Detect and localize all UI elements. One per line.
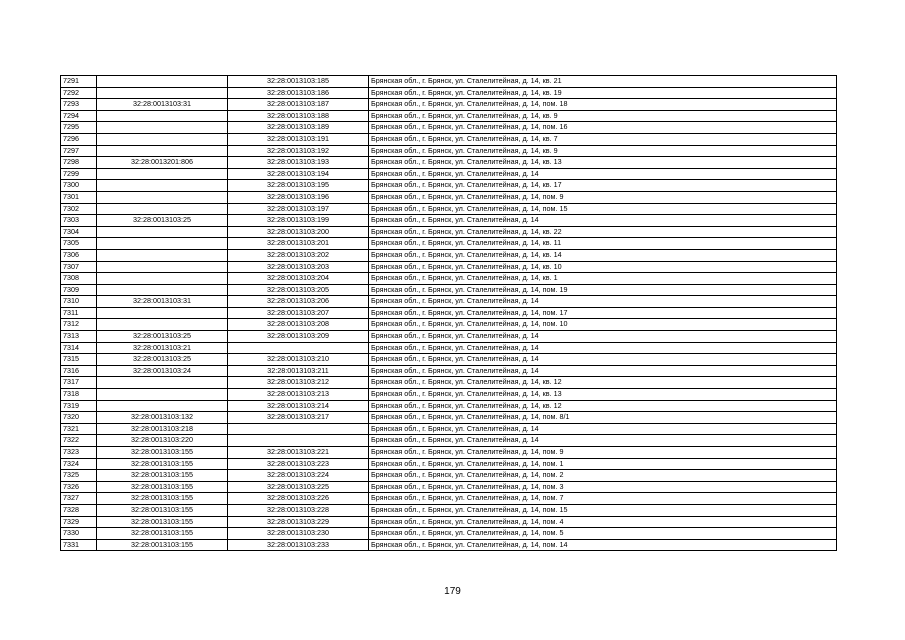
row-number-cell: 7300 [61, 180, 97, 192]
table-row [61, 412, 837, 424]
previous-cadastral-number-cell: 32:28:0013103:220 [97, 435, 228, 447]
previous-cadastral-number-cell [97, 273, 228, 285]
cadastral-number-cell [228, 435, 369, 447]
row-number-cell: 7293 [61, 99, 97, 111]
cadastral-number-cell [228, 423, 369, 435]
row-number-cell: 7311 [61, 307, 97, 319]
address-cell: Брянская обл., г. Брянск, ул. Сталелитейная, д. 14 [369, 342, 837, 354]
cadastral-number-cell: 32:28:0013103:224 [228, 470, 369, 482]
cadastral-number-cell: 32:28:0013103:186 [228, 87, 369, 99]
row-number-cell: 7323 [61, 447, 97, 459]
address-cell: Брянская обл., г. Брянск, ул. Сталелитейная, д. 14, кв. 19 [369, 87, 837, 99]
table-row [61, 504, 837, 516]
cadastral-number-cell: 32:28:0013103:200 [228, 226, 369, 238]
table-row [61, 99, 837, 111]
row-number-cell: 7297 [61, 145, 97, 157]
previous-cadastral-number-cell [97, 133, 228, 145]
table-row [61, 516, 837, 528]
registry-table-body [61, 76, 837, 551]
address-cell: Брянская обл., г. Брянск, ул. Сталелитейная, д. 14 [369, 215, 837, 227]
address-cell: Брянская обл., г. Брянск, ул. Сталелитейная, д. 14, пом. 4 [369, 516, 837, 528]
table-row [61, 157, 837, 169]
table-row [61, 319, 837, 331]
cadastral-number-cell [228, 342, 369, 354]
cadastral-number-cell: 32:28:0013103:203 [228, 261, 369, 273]
row-number-cell: 7305 [61, 238, 97, 250]
previous-cadastral-number-cell: 32:28:0013103:25 [97, 354, 228, 366]
cadastral-number-cell: 32:28:0013103:188 [228, 110, 369, 122]
row-number-cell: 7322 [61, 435, 97, 447]
table-row [61, 110, 837, 122]
previous-cadastral-number-cell [97, 76, 228, 88]
address-cell: Брянская обл., г. Брянск, ул. Сталелитейная, д. 14 [369, 354, 837, 366]
row-number-cell: 7291 [61, 76, 97, 88]
row-number-cell: 7318 [61, 389, 97, 401]
table-row [61, 87, 837, 99]
previous-cadastral-number-cell: 32:28:0013103:155 [97, 539, 228, 551]
address-cell: Брянская обл., г. Брянск, ул. Сталелитейная, д. 14, кв. 11 [369, 238, 837, 250]
cadastral-number-cell: 32:28:0013103:209 [228, 331, 369, 343]
row-number-cell: 7315 [61, 354, 97, 366]
address-cell: Брянская обл., г. Брянск, ул. Сталелитейная, д. 14, кв. 9 [369, 145, 837, 157]
row-number-cell: 7298 [61, 157, 97, 169]
previous-cadastral-number-cell: 32:28:0013103:21 [97, 342, 228, 354]
table-row [61, 365, 837, 377]
row-number-cell: 7329 [61, 516, 97, 528]
previous-cadastral-number-cell: 32:28:0013103:155 [97, 481, 228, 493]
address-cell: Брянская обл., г. Брянск, ул. Сталелитейная, д. 14, кв. 22 [369, 226, 837, 238]
table-row [61, 470, 837, 482]
row-number-cell: 7301 [61, 191, 97, 203]
table-row [61, 481, 837, 493]
address-cell: Брянская обл., г. Брянск, ул. Сталелитейная, д. 14 [369, 423, 837, 435]
table-row [61, 133, 837, 145]
row-number-cell: 7308 [61, 273, 97, 285]
row-number-cell: 7319 [61, 400, 97, 412]
row-number-cell: 7312 [61, 319, 97, 331]
cadastral-number-cell: 32:28:0013103:211 [228, 365, 369, 377]
cadastral-number-cell: 32:28:0013103:201 [228, 238, 369, 250]
table-row [61, 261, 837, 273]
row-number-cell: 7307 [61, 261, 97, 273]
table-row [61, 238, 837, 250]
table-row [61, 458, 837, 470]
previous-cadastral-number-cell [97, 203, 228, 215]
previous-cadastral-number-cell: 32:28:0013103:155 [97, 447, 228, 459]
address-cell: Брянская обл., г. Брянск, ул. Сталелитейная, д. 14, пом. 10 [369, 319, 837, 331]
row-number-cell: 7313 [61, 331, 97, 343]
address-cell: Брянская обл., г. Брянск, ул. Сталелитейная, д. 14 [369, 331, 837, 343]
address-cell: Брянская обл., г. Брянск, ул. Сталелитейная, д. 14, пом. 2 [369, 470, 837, 482]
row-number-cell: 7292 [61, 87, 97, 99]
cadastral-number-cell: 32:28:0013103:206 [228, 296, 369, 308]
address-cell: Брянская обл., г. Брянск, ул. Сталелитейная, д. 14, пом. 15 [369, 504, 837, 516]
table-row [61, 180, 837, 192]
previous-cadastral-number-cell [97, 145, 228, 157]
address-cell: Брянская обл., г. Брянск, ул. Сталелитейная, д. 14, кв. 13 [369, 389, 837, 401]
table-row [61, 389, 837, 401]
previous-cadastral-number-cell [97, 122, 228, 134]
row-number-cell: 7317 [61, 377, 97, 389]
cadastral-number-cell: 32:28:0013103:202 [228, 249, 369, 261]
row-number-cell: 7325 [61, 470, 97, 482]
previous-cadastral-number-cell: 32:28:0013201:806 [97, 157, 228, 169]
row-number-cell: 7306 [61, 249, 97, 261]
address-cell: Брянская обл., г. Брянск, ул. Сталелитейная, д. 14, пом. 7 [369, 493, 837, 505]
row-number-cell: 7314 [61, 342, 97, 354]
row-number-cell: 7296 [61, 133, 97, 145]
previous-cadastral-number-cell: 32:28:0013103:24 [97, 365, 228, 377]
row-number-cell: 7310 [61, 296, 97, 308]
table-row [61, 539, 837, 551]
previous-cadastral-number-cell [97, 180, 228, 192]
cadastral-number-cell: 32:28:0013103:205 [228, 284, 369, 296]
cadastral-number-cell: 32:28:0013103:213 [228, 389, 369, 401]
address-cell: Брянская обл., г. Брянск, ул. Сталелитейная, д. 14, кв. 21 [369, 76, 837, 88]
table-row [61, 145, 837, 157]
cadastral-number-cell: 32:28:0013103:194 [228, 168, 369, 180]
cadastral-number-cell: 32:28:0013103:229 [228, 516, 369, 528]
cadastral-number-cell: 32:28:0013103:221 [228, 447, 369, 459]
row-number-cell: 7321 [61, 423, 97, 435]
row-number-cell: 7324 [61, 458, 97, 470]
address-cell: Брянская обл., г. Брянск, ул. Сталелитейная, д. 14 [369, 168, 837, 180]
previous-cadastral-number-cell [97, 377, 228, 389]
row-number-cell: 7302 [61, 203, 97, 215]
address-cell: Брянская обл., г. Брянск, ул. Сталелитейная, д. 14, кв. 13 [369, 157, 837, 169]
row-number-cell: 7326 [61, 481, 97, 493]
address-cell: Брянская обл., г. Брянск, ул. Сталелитейная, д. 14, кв. 17 [369, 180, 837, 192]
previous-cadastral-number-cell [97, 238, 228, 250]
address-cell: Брянская обл., г. Брянск, ул. Сталелитейная, д. 14, пом. 1 [369, 458, 837, 470]
row-number-cell: 7299 [61, 168, 97, 180]
previous-cadastral-number-cell: 32:28:0013103:155 [97, 528, 228, 540]
table-row [61, 342, 837, 354]
cadastral-number-cell: 32:28:0013103:196 [228, 191, 369, 203]
previous-cadastral-number-cell: 32:28:0013103:132 [97, 412, 228, 424]
previous-cadastral-number-cell: 32:28:0013103:155 [97, 470, 228, 482]
cadastral-number-cell: 32:28:0013103:192 [228, 145, 369, 157]
row-number-cell: 7328 [61, 504, 97, 516]
table-row [61, 307, 837, 319]
address-cell: Брянская обл., г. Брянск, ул. Сталелитейная, д. 14, пом. 5 [369, 528, 837, 540]
cadastral-number-cell: 32:28:0013103:223 [228, 458, 369, 470]
cadastral-number-cell: 32:28:0013103:204 [228, 273, 369, 285]
cadastral-number-cell: 32:28:0013103:185 [228, 76, 369, 88]
previous-cadastral-number-cell [97, 307, 228, 319]
address-cell: Брянская обл., г. Брянск, ул. Сталелитейная, д. 14, пом. 16 [369, 122, 837, 134]
table-row [61, 528, 837, 540]
table-row [61, 493, 837, 505]
previous-cadastral-number-cell [97, 87, 228, 99]
address-cell: Брянская обл., г. Брянск, ул. Сталелитейная, д. 14 [369, 365, 837, 377]
table-row [61, 273, 837, 285]
table-row [61, 249, 837, 261]
previous-cadastral-number-cell [97, 400, 228, 412]
table-row [61, 76, 837, 88]
table-row [61, 435, 837, 447]
cadastral-number-cell: 32:28:0013103:187 [228, 99, 369, 111]
previous-cadastral-number-cell: 32:28:0013103:155 [97, 493, 228, 505]
previous-cadastral-number-cell [97, 389, 228, 401]
cadastral-number-cell: 32:28:0013103:195 [228, 180, 369, 192]
table-row [61, 423, 837, 435]
table-row [61, 122, 837, 134]
previous-cadastral-number-cell: 32:28:0013103:155 [97, 504, 228, 516]
previous-cadastral-number-cell: 32:28:0013103:31 [97, 99, 228, 111]
address-cell: Брянская обл., г. Брянск, ул. Сталелитейная, д. 14, кв. 7 [369, 133, 837, 145]
address-cell: Брянская обл., г. Брянск, ул. Сталелитейная, д. 14, кв. 12 [369, 377, 837, 389]
row-number-cell: 7294 [61, 110, 97, 122]
row-number-cell: 7330 [61, 528, 97, 540]
address-cell: Брянская обл., г. Брянск, ул. Сталелитейная, д. 14 [369, 435, 837, 447]
cadastral-number-cell: 32:28:0013103:197 [228, 203, 369, 215]
row-number-cell: 7320 [61, 412, 97, 424]
table-row [61, 331, 837, 343]
cadastral-number-cell: 32:28:0013103:233 [228, 539, 369, 551]
address-cell: Брянская обл., г. Брянск, ул. Сталелитейная, д. 14, пом. 19 [369, 284, 837, 296]
cadastral-number-cell: 32:28:0013103:207 [228, 307, 369, 319]
row-number-cell: 7331 [61, 539, 97, 551]
previous-cadastral-number-cell [97, 261, 228, 273]
address-cell: Брянская обл., г. Брянск, ул. Сталелитейная, д. 14, пом. 9 [369, 191, 837, 203]
address-cell: Брянская обл., г. Брянск, ул. Сталелитейная, д. 14, пом. 18 [369, 99, 837, 111]
address-cell: Брянская обл., г. Брянск, ул. Сталелитейная, д. 14, пом. 15 [369, 203, 837, 215]
address-cell: Брянская обл., г. Брянск, ул. Сталелитейная, д. 14, кв. 10 [369, 261, 837, 273]
cadastral-number-cell: 32:28:0013103:230 [228, 528, 369, 540]
previous-cadastral-number-cell: 32:28:0013103:155 [97, 516, 228, 528]
address-cell: Брянская обл., г. Брянск, ул. Сталелитейная, д. 14, кв. 1 [369, 273, 837, 285]
address-cell: Брянская обл., г. Брянск, ул. Сталелитейная, д. 14, пом. 3 [369, 481, 837, 493]
previous-cadastral-number-cell [97, 168, 228, 180]
row-number-cell: 7316 [61, 365, 97, 377]
page-number: 179 [444, 586, 461, 597]
cadastral-number-cell: 32:28:0013103:210 [228, 354, 369, 366]
previous-cadastral-number-cell [97, 110, 228, 122]
cadastral-number-cell: 32:28:0013103:226 [228, 493, 369, 505]
table-row [61, 400, 837, 412]
address-cell: Брянская обл., г. Брянск, ул. Сталелитейная, д. 14, кв. 12 [369, 400, 837, 412]
cadastral-number-cell: 32:28:0013103:225 [228, 481, 369, 493]
cadastral-number-cell: 32:28:0013103:217 [228, 412, 369, 424]
cadastral-number-cell: 32:28:0013103:189 [228, 122, 369, 134]
row-number-cell: 7304 [61, 226, 97, 238]
row-number-cell: 7303 [61, 215, 97, 227]
previous-cadastral-number-cell: 32:28:0013103:218 [97, 423, 228, 435]
cadastral-number-cell: 32:28:0013103:199 [228, 215, 369, 227]
previous-cadastral-number-cell [97, 284, 228, 296]
previous-cadastral-number-cell: 32:28:0013103:155 [97, 458, 228, 470]
table-row [61, 168, 837, 180]
previous-cadastral-number-cell [97, 226, 228, 238]
address-cell: Брянская обл., г. Брянск, ул. Сталелитейная, д. 14, пом. 14 [369, 539, 837, 551]
table-row [61, 354, 837, 366]
cadastral-number-cell: 32:28:0013103:214 [228, 400, 369, 412]
cadastral-number-cell: 32:28:0013103:191 [228, 133, 369, 145]
row-number-cell: 7295 [61, 122, 97, 134]
table-row [61, 284, 837, 296]
previous-cadastral-number-cell: 32:28:0013103:31 [97, 296, 228, 308]
cadastral-number-cell: 32:28:0013103:228 [228, 504, 369, 516]
table-row [61, 296, 837, 308]
address-cell: Брянская обл., г. Брянск, ул. Сталелитейная, д. 14, пом. 17 [369, 307, 837, 319]
cadastral-number-cell: 32:28:0013103:212 [228, 377, 369, 389]
address-cell: Брянская обл., г. Брянск, ул. Сталелитейная, д. 14, пом. 9 [369, 447, 837, 459]
previous-cadastral-number-cell: 32:28:0013103:25 [97, 331, 228, 343]
address-cell: Брянская обл., г. Брянск, ул. Сталелитейная, д. 14, кв. 9 [369, 110, 837, 122]
table-row [61, 203, 837, 215]
registry-table [60, 75, 837, 551]
previous-cadastral-number-cell: 32:28:0013103:25 [97, 215, 228, 227]
table-row [61, 447, 837, 459]
address-cell: Брянская обл., г. Брянск, ул. Сталелитейная, д. 14 [369, 296, 837, 308]
row-number-cell: 7309 [61, 284, 97, 296]
table-row [61, 191, 837, 203]
table-row [61, 226, 837, 238]
previous-cadastral-number-cell [97, 249, 228, 261]
cadastral-number-cell: 32:28:0013103:208 [228, 319, 369, 331]
cadastral-number-cell: 32:28:0013103:193 [228, 157, 369, 169]
row-number-cell: 7327 [61, 493, 97, 505]
address-cell: Брянская обл., г. Брянск, ул. Сталелитейная, д. 14, пом. 8/1 [369, 412, 837, 424]
previous-cadastral-number-cell [97, 319, 228, 331]
address-cell: Брянская обл., г. Брянск, ул. Сталелитейная, д. 14, кв. 14 [369, 249, 837, 261]
table-row [61, 215, 837, 227]
table-row [61, 377, 837, 389]
previous-cadastral-number-cell [97, 191, 228, 203]
